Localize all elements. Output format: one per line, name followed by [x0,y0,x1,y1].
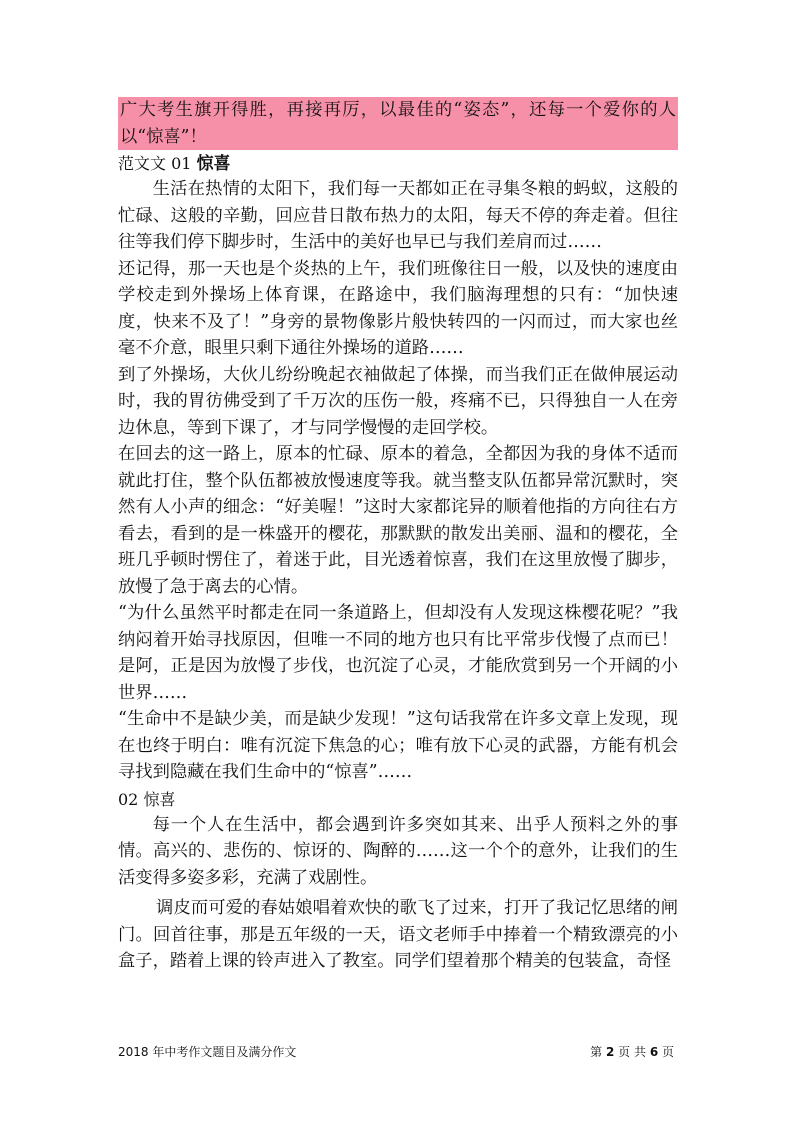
essay1-paragraph: 到了外操场，大伙儿纷纷晚起衣袖做起了体操，而当我们正在做伸展运动时，我的胃彷佛受到了千万次的压伤一般，疼痛不已，只得独自一人在旁边休息，等到下课了，才与同学慢慢的走回学校。 [118,364,678,438]
essay1-paragraph: “为什么虽然平时都走在同一条道路上，但却没有人发现这株樱花呢？”我纳闷着开始寻找原因，但唯一不同的地方也只有比平常步伐慢了点而已！是阿，正是因为放慢了步伐，也沉淀了心灵，才能欣赏到另一个开阔的小世界…… [118,603,678,703]
page-footer [118,1043,674,1060]
essay1-paragraph: “生命中不是缺少美，而是缺少发现！”这句话我常在许多文章上发现，现在也终于明白：唯有沉淀下焦急的心；唯有放下心灵的武器，方能有机会寻找到隐藏在我们生命中的“惊喜”…… [118,709,678,782]
current-page: 2 [606,1045,615,1059]
essay2-paragraph: 调皮而可爱的春姑娘唱着欢快的歌飞了过来，打开了我记忆思绪的闸门。回首往事，那是五年级的一天，语文老师手中捧着一个精致漂亮的小盒子，踏着上课的铃声进入了教室。同学们望着那个精美的包装盒，奇怪 [118,898,678,971]
highlight-banner: 广大考生旗开得胜，再接再厉，以最佳的“姿态”，还每一个爱你的人以“惊喜”！ [118,97,678,150]
essay1-paragraph: 生活在热情的太阳下，我们每一天都如正在寻集冬粮的蚂蚁，这般的忙碌、这般的辛勤，回应昔日散布热力的太阳，每天不停的奔走着。但往往等我们停下脚步时，生活中的美好也早已与我们差肩而过…… [118,179,678,252]
essay2-paragraph: 每一个人在生活中，都会遇到许多突如其来、出乎人预料之外的事情。高兴的、悲伤的、惊讶的、陶醉的……这一个个的意外，让我们的生活变得多姿多彩，充满了戏剧性。 [118,814,678,888]
page-number: 第 2 页 共 6 页 [590,1045,674,1059]
essay1-title: 惊喜 [196,154,231,174]
footer-document-title: 2018 年中考作文题目及满分作文 [118,1045,297,1059]
essay2-title: 02 惊喜 [118,789,176,809]
essay1-heading [118,152,678,176]
document-body [118,97,678,975]
essay1-paragraph: 还记得，那一天也是个炎热的上午，我们班像往日一般，以及快的速度由学校走到外操场上体育课，在路途中，我们脑海理想的只有：“加快速度，快来不及了！”身旁的景物像影片般快转四的一闪而过，而大家也丝毫不介意，眼里只剩下通往外操场的道路…… [118,258,678,358]
essay1-prefix: 范文文 01 [118,154,197,173]
essay1-paragraph: 在回去的这一路上，原本的忙碌、原本的着急，全都因为我的身体不适而就此打住，整个队伍都被放慢速度等我。就当整支队伍都异常沉默时，突然有人小声的细念：“好美喔！”这时大家都诧异的顺着他指的方向往右方看去，看到的是一株盛开的樱花，那默默的散发出美丽、温和的樱花，全班几乎顿时愣住了，着迷于此，目光透着惊喜，我们在这里放慢了脚步，放慢了急于离去的心情。 [118,444,678,597]
total-pages: 6 [649,1045,659,1059]
